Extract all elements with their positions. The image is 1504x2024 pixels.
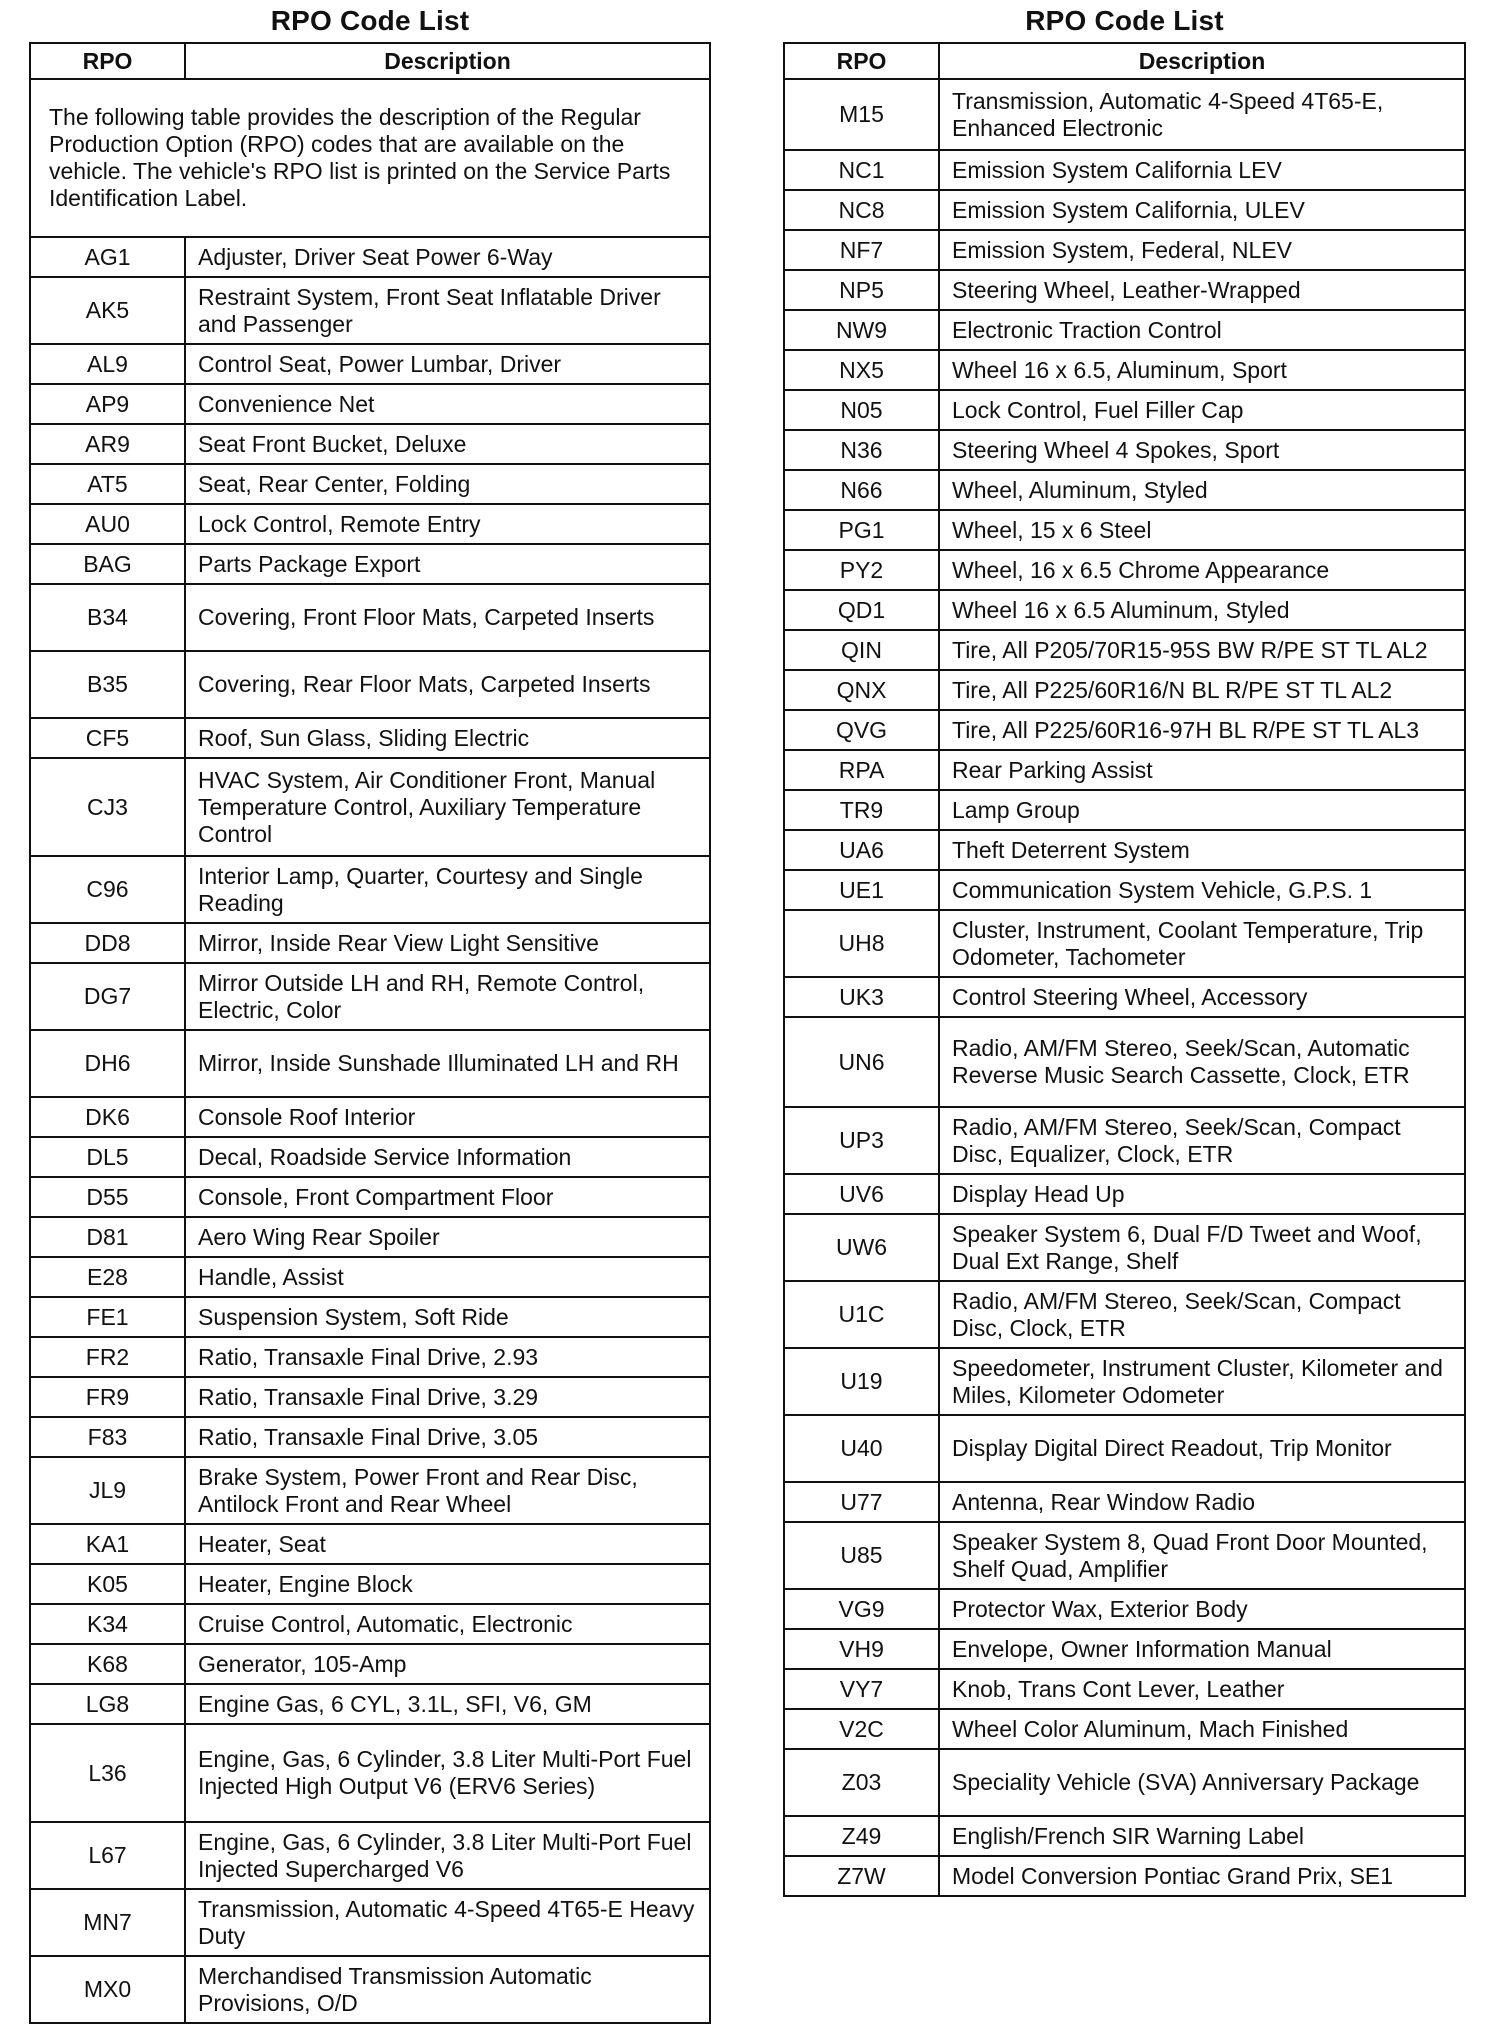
table-row (30, 1337, 710, 1377)
description-cell: Aero Wing Rear Spoiler (185, 1217, 710, 1257)
rpo-table-left-body (30, 79, 710, 2023)
rpo-code-cell: VY7 (784, 1669, 939, 1709)
description-cell: Tire, All P225/60R16-97H BL R/PE ST TL AL3 (939, 710, 1465, 750)
description-cell: Speaker System 6, Dual F/D Tweet and Woof, Dual Ext Range, Shelf (939, 1214, 1465, 1281)
description-cell: Radio, AM/FM Stereo, Seek/Scan, Compact Disc, Clock, ETR (939, 1281, 1465, 1348)
list-title: RPO Code List (1025, 5, 1224, 36)
rpo-code-cell: RPA (784, 750, 939, 790)
description-cell: Cruise Control, Automatic, Electronic (185, 1604, 710, 1644)
rpo-code-cell: D81 (30, 1217, 185, 1257)
description-cell: Lock Control, Fuel Filler Cap (939, 390, 1465, 430)
table-row (784, 1669, 1465, 1709)
description-cell: Ratio, Transaxle Final Drive, 3.29 (185, 1377, 710, 1417)
rpo-code-cell: KA1 (30, 1524, 185, 1564)
description-cell: Radio, AM/FM Stereo, Seek/Scan, Compact Disc, Equalizer, Clock, ETR (939, 1107, 1465, 1174)
rpo-code-cell: DD8 (30, 923, 185, 963)
description-cell: Tire, All P205/70R15-95S BW R/PE ST TL AL2 (939, 630, 1465, 670)
table-row (784, 1629, 1465, 1669)
rpo-code-cell: UA6 (784, 830, 939, 870)
description-cell: Wheel Color Aluminum, Mach Finished (939, 1709, 1465, 1749)
description-cell: Mirror, Inside Sunshade Illuminated LH and RH (185, 1030, 710, 1097)
rpo-table-right (783, 42, 1466, 1897)
description-cell: Decal, Roadside Service Information (185, 1137, 710, 1177)
rpo-code-cell: D55 (30, 1177, 185, 1217)
table-row (784, 1522, 1465, 1589)
table-header-row (30, 43, 710, 79)
rpo-code-cell: UV6 (784, 1174, 939, 1214)
table-row (30, 1644, 710, 1684)
rpo-code-cell: E28 (30, 1257, 185, 1297)
table-row (30, 1217, 710, 1257)
rpo-code-cell: U1C (784, 1281, 939, 1348)
rpo-code-cell: NC1 (784, 150, 939, 190)
table-row (784, 1174, 1465, 1214)
table-row (30, 237, 710, 277)
description-cell: Covering, Rear Floor Mats, Carpeted Inserts (185, 651, 710, 718)
rpo-code-cell: VH9 (784, 1629, 939, 1669)
rpo-code-cell: VG9 (784, 1589, 939, 1629)
rpo-code-cell: Z7W (784, 1856, 939, 1896)
rpo-code-cell: AG1 (30, 237, 185, 277)
description-cell: Emission System, Federal, NLEV (939, 230, 1465, 270)
table-row (30, 384, 710, 424)
rpo-code-cell: CJ3 (30, 758, 185, 856)
table-row (30, 1822, 710, 1889)
table-row (784, 470, 1465, 510)
rpo-code-cell: DH6 (30, 1030, 185, 1097)
list-title: RPO Code List (270, 5, 470, 36)
rpo-code-cell: K05 (30, 1564, 185, 1604)
description-cell: Theft Deterrent System (939, 830, 1465, 870)
description-cell: Speedometer, Instrument Cluster, Kilometer and Miles, Kilometer Odometer (939, 1348, 1465, 1415)
rpo-code-cell: Z49 (784, 1816, 939, 1856)
table-row (30, 1177, 710, 1217)
description-cell: Rear Parking Assist (939, 750, 1465, 790)
table-row (784, 670, 1465, 710)
intro-row (30, 79, 710, 237)
description-cell: Emission System California, ULEV (939, 190, 1465, 230)
table-row (784, 390, 1465, 430)
description-cell: Mirror, Inside Rear View Light Sensitive (185, 923, 710, 963)
rpo-code-cell: MX0 (30, 1956, 185, 2023)
rpo-code-cell: U40 (784, 1415, 939, 1482)
rpo-table-right-body (784, 79, 1465, 1896)
table-row (784, 750, 1465, 790)
table-row (784, 977, 1465, 1017)
table-row (784, 910, 1465, 977)
description-cell: Ratio, Transaxle Final Drive, 2.93 (185, 1337, 710, 1377)
table-row (784, 1709, 1465, 1749)
description-cell: Knob, Trans Cont Lever, Leather (939, 1669, 1465, 1709)
rpo-code-cell: N36 (784, 430, 939, 470)
table-row (30, 1956, 710, 2023)
rpo-code-cell: NF7 (784, 230, 939, 270)
column-header-description: Description (939, 43, 1465, 79)
description-cell: English/French SIR Warning Label (939, 1816, 1465, 1856)
table-row (784, 1589, 1465, 1629)
rpo-code-cell: MN7 (30, 1889, 185, 1956)
description-cell: Wheel, 15 x 6 Steel (939, 510, 1465, 550)
rpo-code-cell: F83 (30, 1417, 185, 1457)
description-cell: Engine, Gas, 6 Cylinder, 3.8 Liter Multi-Port Fuel Injected High Output V6 (ERV6 Series) (185, 1724, 710, 1822)
table-row (784, 630, 1465, 670)
description-cell: Seat, Rear Center, Folding (185, 464, 710, 504)
rpo-code-cell: U77 (784, 1482, 939, 1522)
table-row (784, 1281, 1465, 1348)
rpo-code-cell: FR9 (30, 1377, 185, 1417)
description-cell: Covering, Front Floor Mats, Carpeted Inserts (185, 584, 710, 651)
description-cell: Electronic Traction Control (939, 310, 1465, 350)
description-cell: Heater, Seat (185, 1524, 710, 1564)
rpo-code-cell: BAG (30, 544, 185, 584)
table-row (30, 1297, 710, 1337)
table-row (30, 651, 710, 718)
table-row (30, 1684, 710, 1724)
rpo-code-cell: PY2 (784, 550, 939, 590)
rpo-code-cell: FE1 (30, 1297, 185, 1337)
rpo-code-cell: NC8 (784, 190, 939, 230)
table-row (30, 504, 710, 544)
column-header-rpo: RPO (784, 43, 939, 79)
rpo-code-cell: QIN (784, 630, 939, 670)
rpo-code-cell: DG7 (30, 963, 185, 1030)
table-row (784, 1214, 1465, 1281)
description-cell: Engine Gas, 6 CYL, 3.1L, SFI, V6, GM (185, 1684, 710, 1724)
rpo-code-cell: K34 (30, 1604, 185, 1644)
table-row (30, 344, 710, 384)
description-cell: Brake System, Power Front and Rear Disc, Antilock Front and Rear Wheel (185, 1457, 710, 1524)
description-cell: Model Conversion Pontiac Grand Prix, SE1 (939, 1856, 1465, 1896)
description-cell: Cluster, Instrument, Coolant Temperature, Trip Odometer, Tachometer (939, 910, 1465, 977)
table-row (30, 1097, 710, 1137)
description-cell: Lock Control, Remote Entry (185, 504, 710, 544)
rpo-code-cell: NX5 (784, 350, 939, 390)
table-row (30, 1724, 710, 1822)
table-header-row (784, 43, 1465, 79)
table-row (784, 1107, 1465, 1174)
rpo-code-cell: N66 (784, 470, 939, 510)
table-row (30, 758, 710, 856)
table-row (784, 1749, 1465, 1816)
description-cell: Emission System California LEV (939, 150, 1465, 190)
rpo-code-cell: QD1 (784, 590, 939, 630)
description-cell: Restraint System, Front Seat Inflatable Driver and Passenger (185, 277, 710, 344)
rpo-list-left (29, 0, 711, 2024)
rpo-code-cell: C96 (30, 856, 185, 923)
description-cell: Display Digital Direct Readout, Trip Monitor (939, 1415, 1465, 1482)
table-row (784, 1482, 1465, 1522)
rpo-code-cell: QNX (784, 670, 939, 710)
description-cell: Interior Lamp, Quarter, Courtesy and Single Reading (185, 856, 710, 923)
table-row (30, 277, 710, 344)
description-cell: Engine, Gas, 6 Cylinder, 3.8 Liter Multi-Port Fuel Injected Supercharged V6 (185, 1822, 710, 1889)
description-cell: Radio, AM/FM Stereo, Seek/Scan, Automatic Reverse Music Search Cassette, Clock, ETR (939, 1017, 1465, 1107)
rpo-code-cell: K68 (30, 1644, 185, 1684)
rpo-code-cell: FR2 (30, 1337, 185, 1377)
rpo-code-cell: L67 (30, 1822, 185, 1889)
table-row (30, 963, 710, 1030)
rpo-code-cell: UH8 (784, 910, 939, 977)
rpo-code-cell: L36 (30, 1724, 185, 1822)
rpo-code-cell: AP9 (30, 384, 185, 424)
rpo-code-cell: DK6 (30, 1097, 185, 1137)
rpo-code-cell: LG8 (30, 1684, 185, 1724)
rpo-code-cell: AK5 (30, 277, 185, 344)
table-row (784, 310, 1465, 350)
table-row (784, 1816, 1465, 1856)
table-row (784, 1017, 1465, 1107)
description-cell: Heater, Engine Block (185, 1564, 710, 1604)
table-row (784, 510, 1465, 550)
description-cell: Ratio, Transaxle Final Drive, 3.05 (185, 1417, 710, 1457)
description-cell: Transmission, Automatic 4-Speed 4T65-E, Enhanced Electronic (939, 79, 1465, 150)
table-row (30, 1030, 710, 1097)
table-row (30, 1457, 710, 1524)
table-row (784, 230, 1465, 270)
table-row (30, 1417, 710, 1457)
rpo-code-cell: N05 (784, 390, 939, 430)
table-row (784, 790, 1465, 830)
rpo-code-cell: PG1 (784, 510, 939, 550)
description-cell: Wheel, Aluminum, Styled (939, 470, 1465, 510)
rpo-code-cell: Z03 (784, 1749, 939, 1816)
table-row (784, 870, 1465, 910)
description-cell: Generator, 105-Amp (185, 1644, 710, 1684)
rpo-code-cell: DL5 (30, 1137, 185, 1177)
table-row (30, 1604, 710, 1644)
rpo-code-cell: NW9 (784, 310, 939, 350)
table-row (30, 1257, 710, 1297)
rpo-code-cell: AL9 (30, 344, 185, 384)
table-row (30, 1564, 710, 1604)
description-cell: Display Head Up (939, 1174, 1465, 1214)
rpo-code-cell: UW6 (784, 1214, 939, 1281)
description-cell: Speaker System 8, Quad Front Door Mounted, Shelf Quad, Amplifier (939, 1522, 1465, 1589)
table-row (784, 430, 1465, 470)
description-cell: Wheel 16 x 6.5 Aluminum, Styled (939, 590, 1465, 630)
table-row (784, 79, 1465, 150)
rpo-code-cell: M15 (784, 79, 939, 150)
rpo-code-cell: NP5 (784, 270, 939, 310)
description-cell: Convenience Net (185, 384, 710, 424)
description-cell: Control Steering Wheel, Accessory (939, 977, 1465, 1017)
description-cell: Wheel 16 x 6.5, Aluminum, Sport (939, 350, 1465, 390)
rpo-code-cell: B34 (30, 584, 185, 651)
description-cell: Steering Wheel 4 Spokes, Sport (939, 430, 1465, 470)
rpo-code-cell: UK3 (784, 977, 939, 1017)
description-cell: Handle, Assist (185, 1257, 710, 1297)
column-header-description: Description (185, 43, 710, 79)
description-cell: Mirror Outside LH and RH, Remote Control, Electric, Color (185, 963, 710, 1030)
table-row (784, 190, 1465, 230)
rpo-list-right (783, 0, 1466, 1897)
table-row (784, 1348, 1465, 1415)
rpo-code-cell: UP3 (784, 1107, 939, 1174)
description-cell: Parts Package Export (185, 544, 710, 584)
description-cell: Console, Front Compartment Floor (185, 1177, 710, 1217)
rpo-table-left (29, 42, 711, 2024)
description-cell: Suspension System, Soft Ride (185, 1297, 710, 1337)
table-row (30, 1524, 710, 1564)
table-row (784, 550, 1465, 590)
table-row (784, 1415, 1465, 1482)
description-cell: Roof, Sun Glass, Sliding Electric (185, 718, 710, 758)
table-row (784, 830, 1465, 870)
table-row (784, 150, 1465, 190)
description-cell: Merchandised Transmission Automatic Provisions, O/D (185, 1956, 710, 2023)
description-cell: Antenna, Rear Window Radio (939, 1482, 1465, 1522)
rpo-code-cell: UE1 (784, 870, 939, 910)
rpo-code-cell: AT5 (30, 464, 185, 504)
rpo-code-cell: UN6 (784, 1017, 939, 1107)
table-row (784, 350, 1465, 390)
description-cell: Transmission, Automatic 4-Speed 4T65-E Heavy Duty (185, 1889, 710, 1956)
table-row (784, 710, 1465, 750)
rpo-code-cell: CF5 (30, 718, 185, 758)
table-row (30, 584, 710, 651)
rpo-code-cell: V2C (784, 1709, 939, 1749)
rpo-code-cell: JL9 (30, 1457, 185, 1524)
description-cell: Envelope, Owner Information Manual (939, 1629, 1465, 1669)
column-header-rpo: RPO (30, 43, 185, 79)
rpo-code-cell: U85 (784, 1522, 939, 1589)
table-row (784, 270, 1465, 310)
description-cell: Adjuster, Driver Seat Power 6-Way (185, 237, 710, 277)
rpo-code-cell: AR9 (30, 424, 185, 464)
rpo-code-cell: AU0 (30, 504, 185, 544)
description-cell: Console Roof Interior (185, 1097, 710, 1137)
description-cell: Protector Wax, Exterior Body (939, 1589, 1465, 1629)
rpo-code-cell: B35 (30, 651, 185, 718)
rpo-code-cell: QVG (784, 710, 939, 750)
description-cell: Speciality Vehicle (SVA) Anniversary Package (939, 1749, 1465, 1816)
description-cell: Lamp Group (939, 790, 1465, 830)
description-cell: HVAC System, Air Conditioner Front, Manual Temperature Control, Auxiliary Temperature Control (185, 758, 710, 856)
description-cell: Tire, All P225/60R16/N BL R/PE ST TL AL2 (939, 670, 1465, 710)
table-row (784, 1856, 1465, 1896)
description-cell: Steering Wheel, Leather-Wrapped (939, 270, 1465, 310)
table-row (30, 923, 710, 963)
table-row (30, 1377, 710, 1417)
table-row (30, 544, 710, 584)
table-row (784, 590, 1465, 630)
intro-text: The following table provides the description of the Regular Production Option (RPO) codes that are available on the vehicle. The vehicle's RPO list is printed on the Service Parts Identification Label. (30, 79, 710, 237)
table-row (30, 424, 710, 464)
table-row (30, 856, 710, 923)
description-cell: Control Seat, Power Lumbar, Driver (185, 344, 710, 384)
table-row (30, 718, 710, 758)
description-cell: Seat Front Bucket, Deluxe (185, 424, 710, 464)
description-cell: Wheel, 16 x 6.5 Chrome Appearance (939, 550, 1465, 590)
description-cell: Communication System Vehicle, G.P.S. 1 (939, 870, 1465, 910)
rpo-code-cell: U19 (784, 1348, 939, 1415)
table-row (30, 1137, 710, 1177)
table-row (30, 464, 710, 504)
rpo-code-cell: TR9 (784, 790, 939, 830)
